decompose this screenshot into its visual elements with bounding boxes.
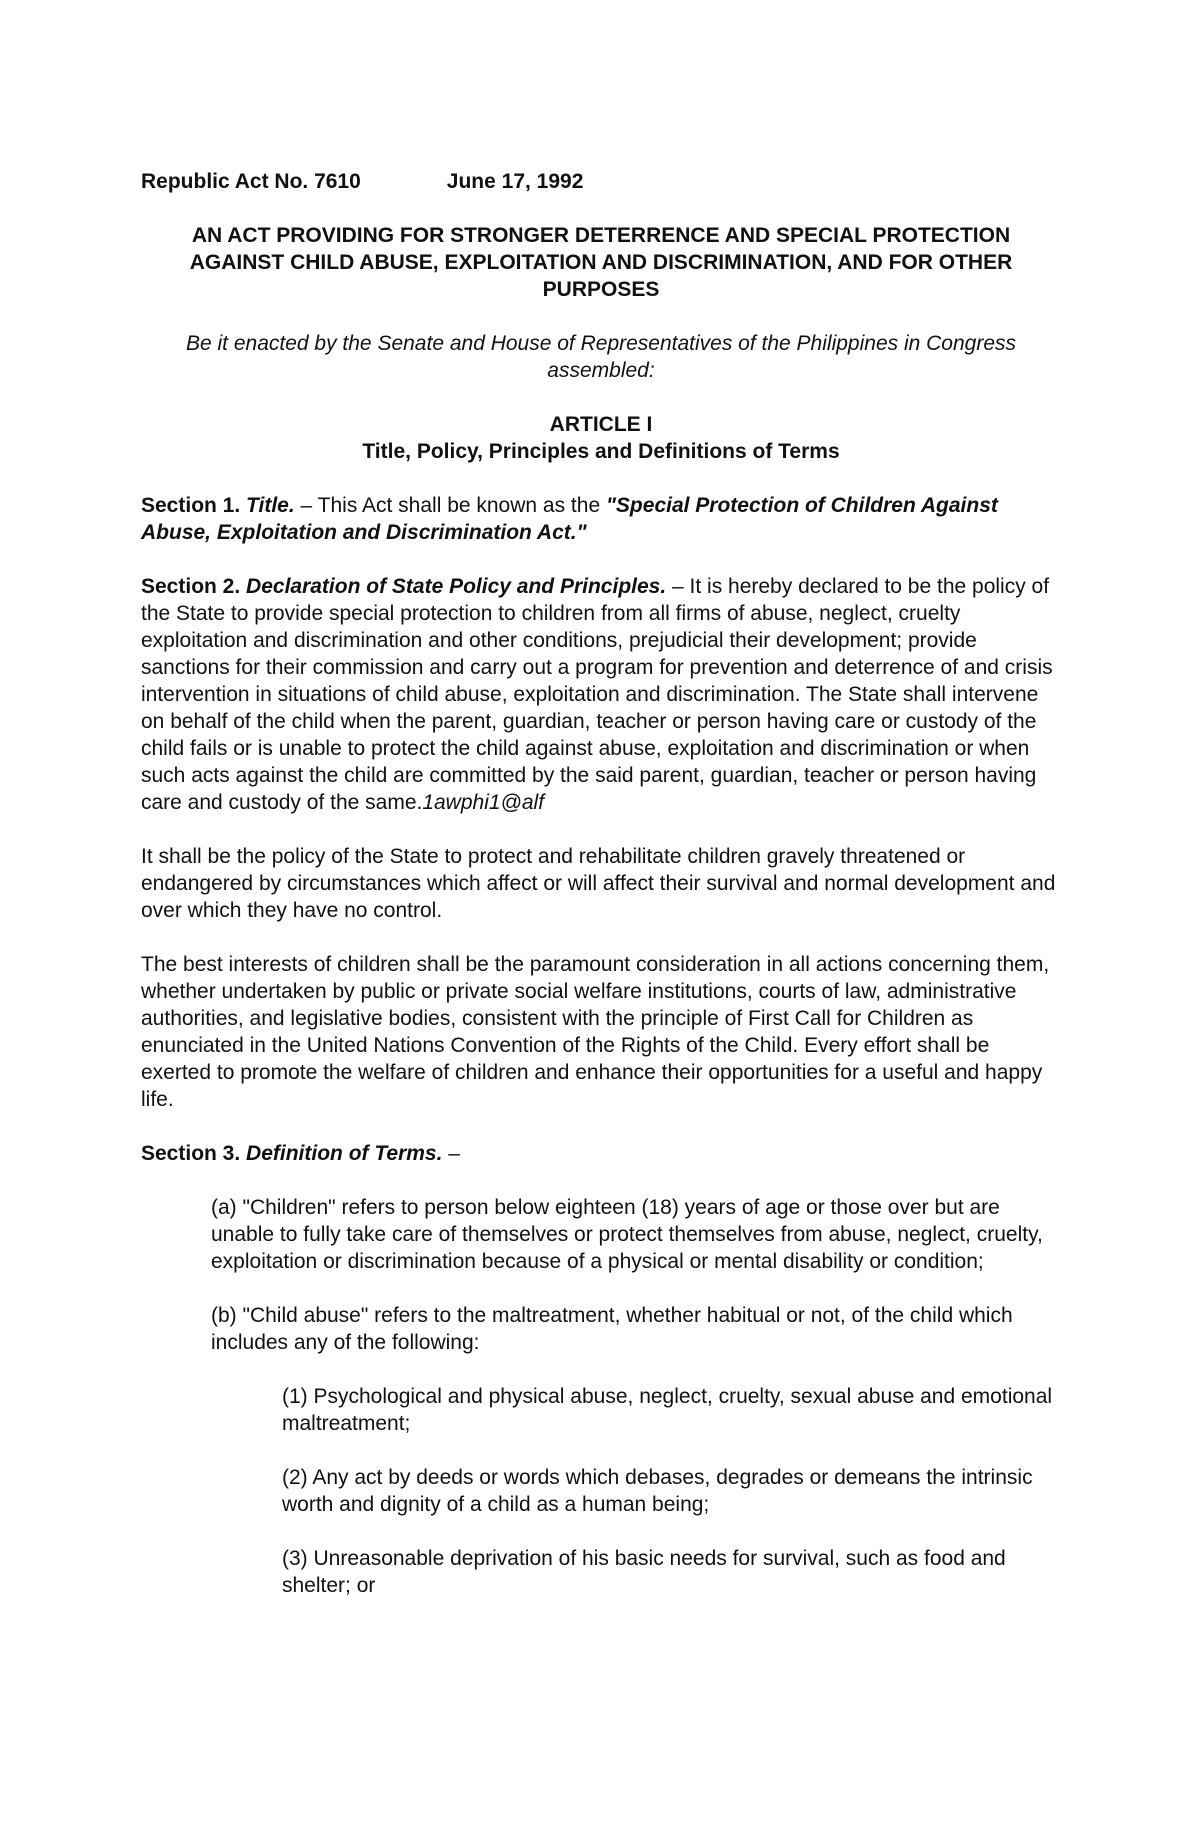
section-2-label: Section 2. xyxy=(141,575,241,598)
watermark-text: 1awphi1@alf xyxy=(422,791,545,814)
definition-sub-item-1: (1) Psychological and physical abuse, neglect, cruelty, sexual abuse and emotional maltreatment; xyxy=(282,1385,1053,1435)
section-3-dash: – xyxy=(442,1142,460,1165)
definition-item-b: (b) "Child abuse" refers to the maltreatment, whether habitual or not, of the child which includes any of the following: xyxy=(211,1304,1013,1354)
section-2-heading: Declaration of State Policy and Principles. xyxy=(246,575,667,598)
document-page xyxy=(141,168,1061,1599)
section-3 xyxy=(141,1140,1061,1167)
section-3-label: Section 3. xyxy=(141,1142,241,1165)
section-1-text: – This Act shall be known as the xyxy=(294,494,606,517)
section-3-heading: Definition of Terms. xyxy=(246,1142,443,1165)
article-number: ARTICLE I xyxy=(549,413,653,436)
section-1-label: Section 1. xyxy=(141,494,241,517)
act-title: AN ACT PROVIDING FOR STRONGER DETERRENCE AND SPECIAL PROTECTION AGAINST CHILD ABUSE, EXPLOITATION AND DISCRIMINATION, AND FOR OTHER PURPOSES xyxy=(189,224,1013,301)
definition-item-a: (a) "Children" refers to person below eighteen (18) years of age or those over but are unable to fully take care of themselves or protect themselves from abuse, neglect, cruelty, exploitation or discrimination because of a physical or mental disability or condition; xyxy=(211,1196,1043,1273)
enacting-clause: Be it enacted by the Senate and House of Representatives of the Philippines in Congress assembled: xyxy=(185,332,1017,382)
section-2-text: – It is hereby declared to be the policy of the State to provide special protection to children from all firms of abuse, neglect, cruelty exploitation and discrimination and other conditions, prejudicial their development; provide sanctions for their commission and carry out a program for prevention and deterrence of and crisis intervention in situations of child abuse, exploitation and discrimination. The State shall intervene on behalf of the child when the parent, guardian, teacher or person having care or custody of the child fails or is unable to protect the child against abuse, exploitation and discrimination or when such acts against the child are committed by the said parent, guardian, teacher or person having care and custody of the same. xyxy=(141,575,1053,814)
section-1 xyxy=(141,492,1061,546)
definition-sub-item-3: (3) Unreasonable deprivation of his basic needs for survival, such as food and shelter; or xyxy=(282,1547,1006,1597)
act-number: Republic Act No. 7610 xyxy=(141,170,361,193)
definition-sub-item-2: (2) Any act by deeds or words which debases, degrades or demeans the intrinsic worth and dignity of a child as a human being; xyxy=(282,1466,1033,1516)
section-2-paragraph-2: It shall be the policy of the State to protect and rehabilitate children gravely threatened or endangered by circumstances which affect or will affect their survival and normal development and over which they have no control. xyxy=(141,845,1056,922)
article-title: Title, Policy, Principles and Definitions of Terms xyxy=(362,440,840,463)
act-date: June 17, 1992 xyxy=(446,170,584,193)
document-header xyxy=(141,168,1061,195)
article-heading xyxy=(141,411,1061,465)
section-1-heading: Title. xyxy=(246,494,295,517)
section-2-paragraph-3: The best interests of children shall be the paramount consideration in all actions concerning them, whether undertaken by public or private social welfare institutions, courts of law, administrative authorities, and legislative bodies, consistent with the principle of First Call for Children as enunciated in the United Nations Convention of the Rights of the Child. Every effort shall be exerted to promote the welfare of children and enhance their opportunities for a useful and happy life. xyxy=(141,953,1050,1111)
section-2 xyxy=(141,573,1061,816)
section-1-act-name: "Special Protection of Children Against Abuse, Exploitation and Discrimination Act." xyxy=(141,494,998,544)
